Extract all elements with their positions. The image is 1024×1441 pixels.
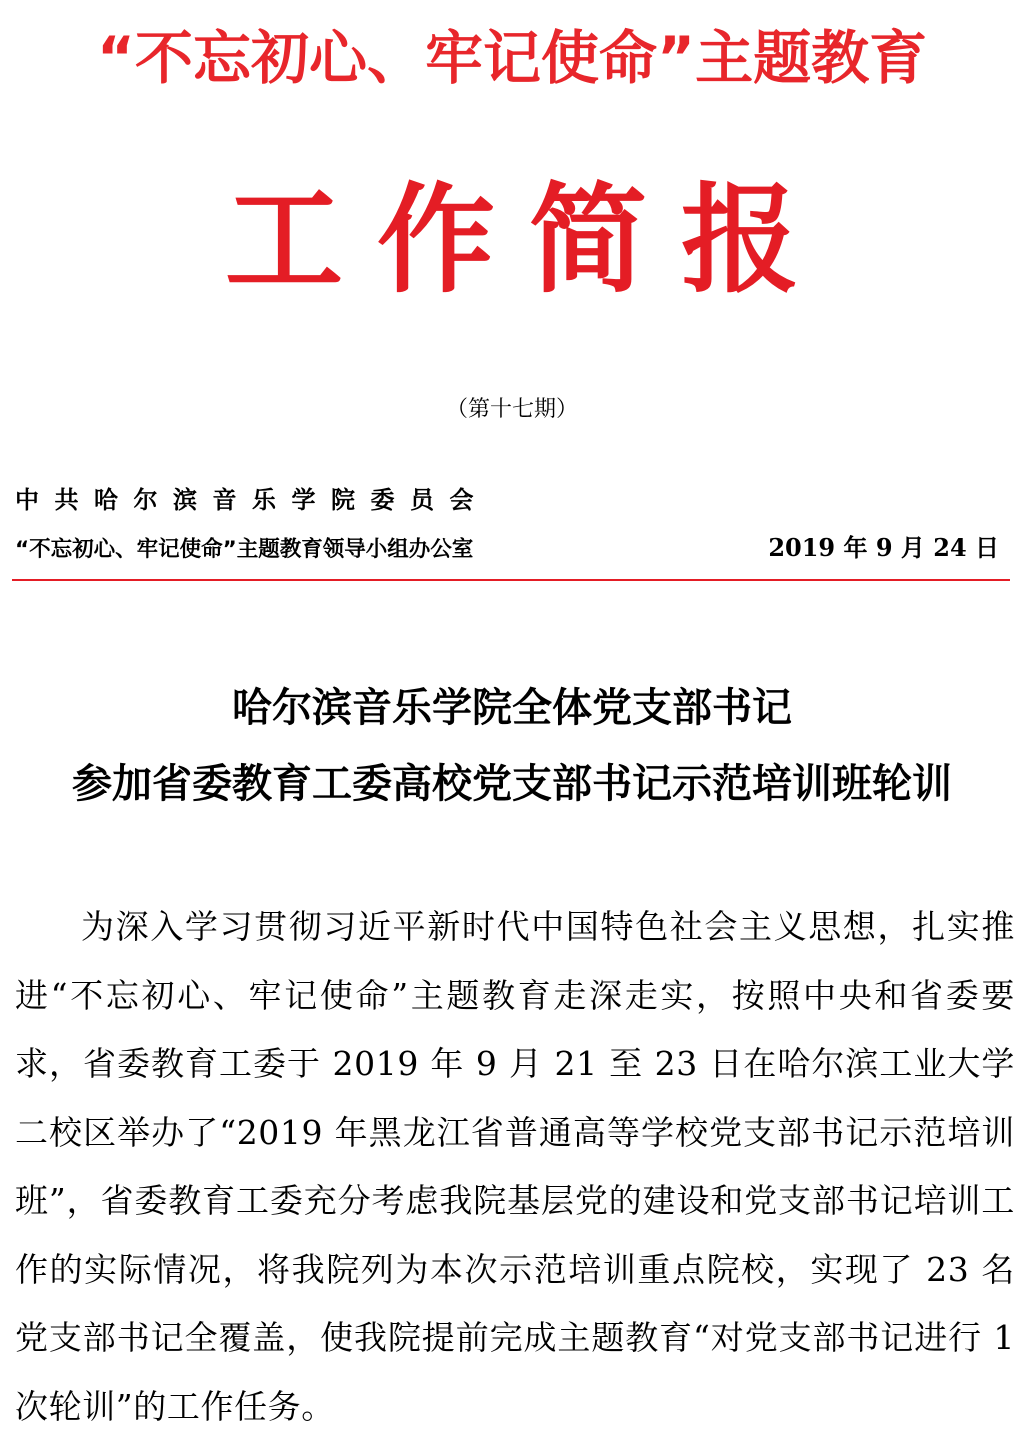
article-headline-line2: 参加省委教育工委高校党支部书记示范培训班轮训 <box>72 761 952 807</box>
header-divider <box>12 579 1010 581</box>
issue-date: 2019 年 9 月 24 日 <box>768 533 999 562</box>
issuer-committee: 中共哈尔滨音乐学院委员会 <box>15 486 489 514</box>
article-body-paragraph: 为深入学习贯彻习近平新时代中国特色社会主义思想，扎实推进“不忘初心、牢记使命”主题教育走深走实，按照中央和省委要求，省委教育工委于 2019 年 9 月 21 至 23 日在哈尔滨工业大学二校区举办了“2019 年黑龙江省普通高等学校党支部书记示范培训班”，省委教育工委充分考虑我院基层党的建设和党支部书记培训工作的实际情况，将我院列为本次示范培训重点院校，实现了 23 名党支部书记全覆盖，使我院提前完成主题教育“对党支部书记进行 1 次轮训”的工作任务。 <box>15 907 1015 1426</box>
masthead-title: 工作简报 <box>224 170 833 309</box>
issue-number: （第十七期） <box>445 397 578 422</box>
article-headline-line1: 哈尔滨音乐学院全体党支部书记 <box>232 685 792 731</box>
series-title: “不忘初心、牢记使命”主题教育 <box>96 24 928 92</box>
issuer-office: “不忘初心、牢记使命”主题教育领导小组办公室 <box>15 537 474 562</box>
